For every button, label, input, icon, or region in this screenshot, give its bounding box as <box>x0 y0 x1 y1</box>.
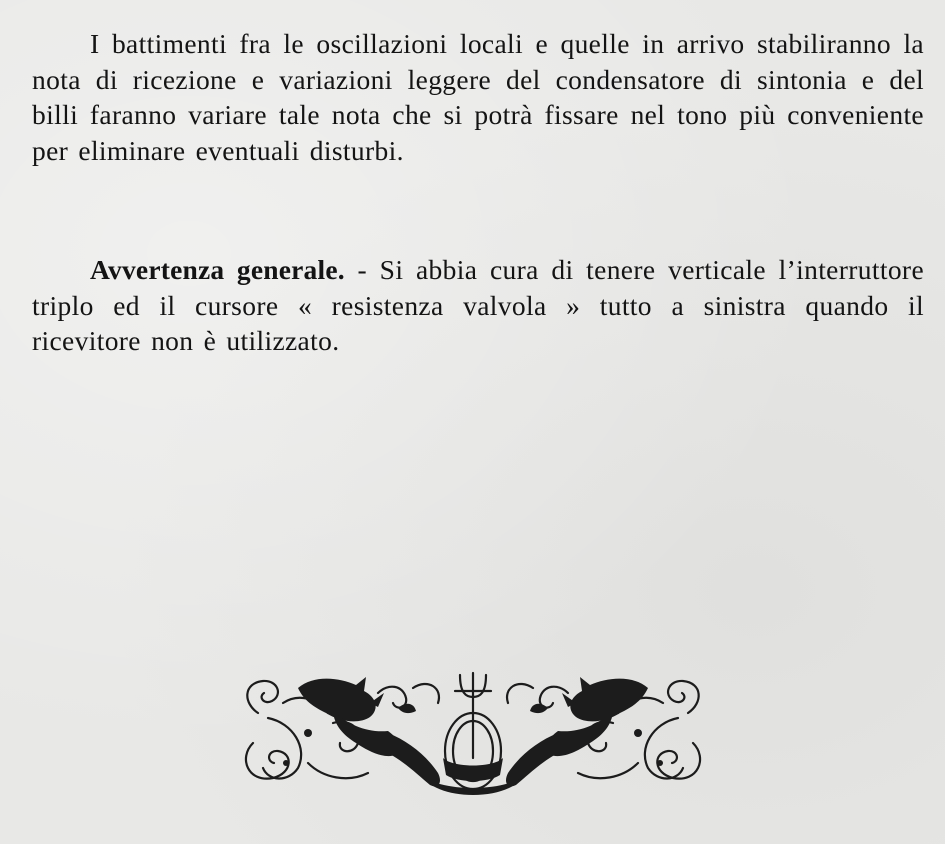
avvertenza-text: - Si abbia cura di tenere verticale l’interruttore triplo ed il cursore « resistenza valvola » tutto a sinistra quando il ricevitore non è utilizzato. <box>32 254 924 356</box>
paragraph-battimenti-text: I battimenti fra le oscillazioni locali e quelle in arrivo stabiliranno la nota di ricezione e variazioni leggere del condensatore di sintonia e del billi faranno variare tale nota che si potrà fissare nel tono più conveniente per eliminare eventuali disturbi. <box>32 28 924 166</box>
decorative-tailpiece-icon <box>238 663 708 800</box>
avvertenza-heading: Avvertenza generale. <box>90 254 345 285</box>
paragraph-avvertenza <box>32 252 924 359</box>
paragraph-battimenti <box>32 26 924 168</box>
